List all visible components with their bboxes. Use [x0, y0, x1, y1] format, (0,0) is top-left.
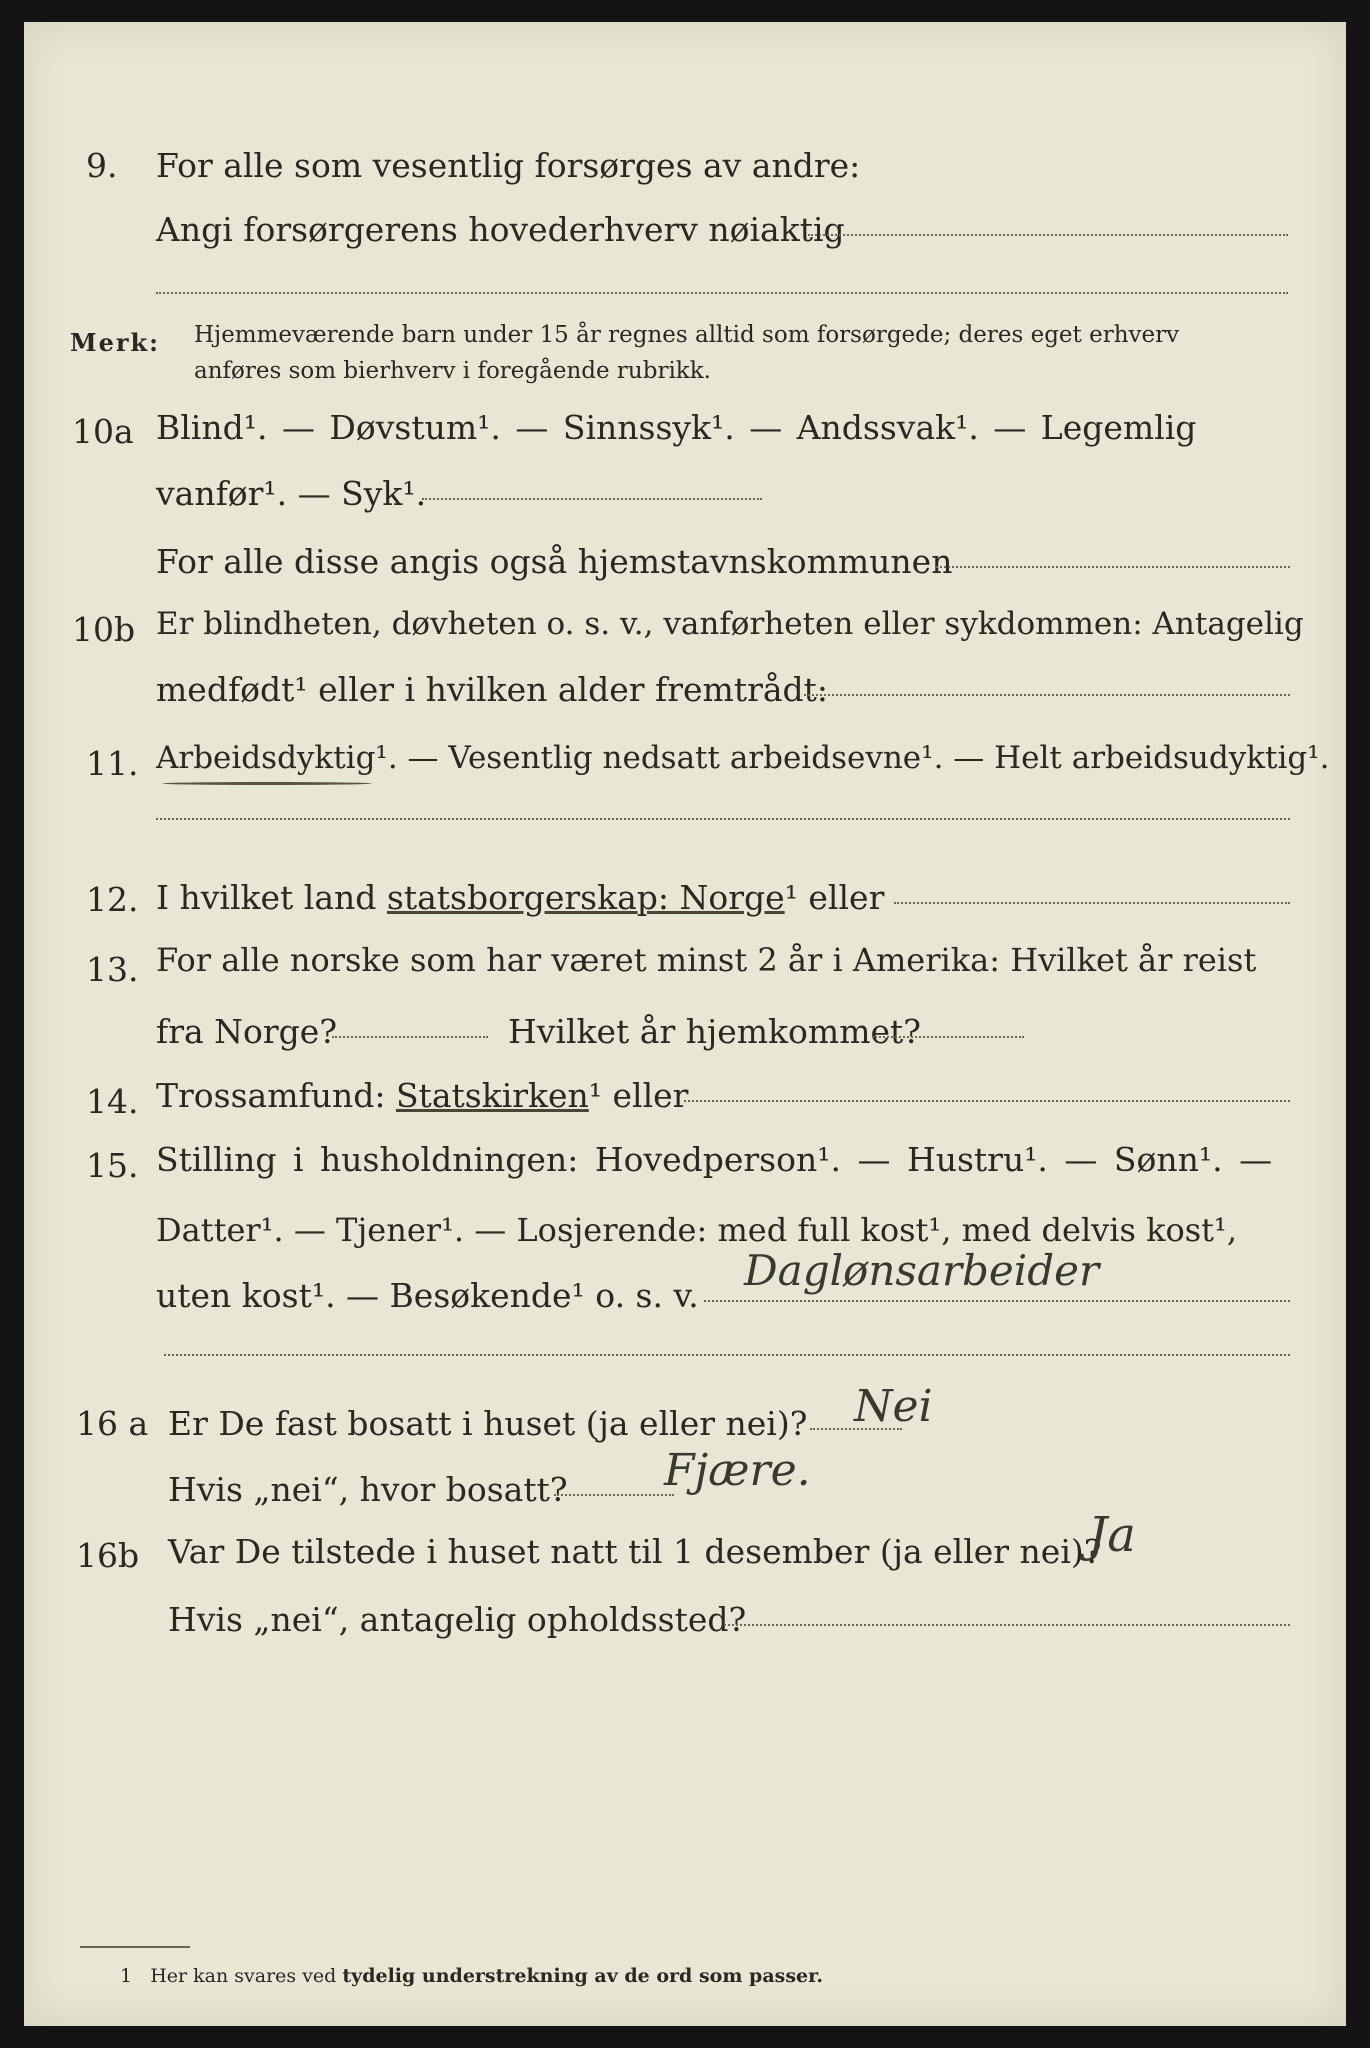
q13-reist-field[interactable] [332, 1036, 488, 1038]
footnote-text: Her kan svares ved [150, 1965, 343, 1987]
q10a-hjemstavn-field[interactable] [936, 566, 1290, 568]
merk-text-line2: anføres som bierhverv i foregående rubrikk. [194, 358, 711, 384]
footnote [120, 1964, 823, 1988]
q16b-number: 16b [76, 1536, 140, 1575]
q10a-text-line3: For alle disse angis også hjemstavnskommunen [156, 542, 953, 581]
q11-text-line1: Arbeidsdyktig¹. — Vesentlig nedsatt arbeidsevne¹. — Helt arbeidsudyktig¹. [156, 740, 1330, 776]
q16b-opholdssted-field[interactable] [724, 1624, 1290, 1626]
q13-text-line2a: fra Norge? [156, 1012, 338, 1051]
footnote-text-bold: tydelig understrekning av de ord som passer. [342, 1965, 823, 1987]
q10b-number: 10b [72, 610, 136, 649]
q16a-handwritten-answer1: Nei [854, 1381, 933, 1432]
merk-text-line1: Hjemmeværende barn under 15 år regnes alltid som forsørgede; deres eget erhverv [194, 322, 1180, 348]
q11-number: 11. [86, 744, 139, 783]
q9-answer-field[interactable] [808, 234, 1288, 236]
q13-hjemkommet-field[interactable] [872, 1036, 1024, 1038]
footnote-mark: 1 [120, 1965, 133, 1987]
q12-underlined-answer: statsborgerskap: Norge [386, 878, 785, 917]
q12-text-part3: ¹ eller [784, 878, 885, 917]
q14-number: 14. [86, 1082, 139, 1121]
q14-text-line1 [156, 1076, 688, 1116]
q15-handwritten-answer: Daglønsarbeider [744, 1246, 1100, 1295]
q16b-handwritten-answer1: Ja [1088, 1507, 1136, 1563]
q15-text-line1: Stilling i husholdningen: Hovedperson¹. — Hustru¹. — Sønn¹. — [156, 1140, 1273, 1179]
q9-answer-field-2[interactable] [156, 292, 1288, 294]
merk-label: Merk: [70, 328, 160, 357]
q9-number: 9. [86, 146, 118, 185]
q9-text-line1: For alle som vesentlig forsørges av andre: [156, 146, 861, 185]
q13-text-line2b: Hvilket år hjemkommet? [508, 1012, 921, 1051]
q10b-text-line2: medfødt¹ eller i hvilken alder fremtrådt: [156, 670, 829, 709]
q11-underline-mark [162, 782, 372, 785]
q12-text-part1: I hvilket land [156, 878, 387, 917]
q16a-text-line1: Er De fast bosatt i huset (ja eller nei)? [168, 1404, 808, 1443]
q16a-hvor-field[interactable] [554, 1494, 674, 1496]
q14-underlined-answer: Statskirken [395, 1076, 589, 1115]
q10a-syk-field[interactable] [422, 498, 762, 500]
q15-number: 15. [86, 1146, 139, 1185]
q13-number: 13. [86, 950, 139, 989]
q14-answer-field[interactable] [684, 1100, 1290, 1102]
q16a-handwritten-answer2: Fjære. [664, 1445, 811, 1496]
census-form-page [24, 22, 1346, 2026]
q10b-text-line1: Er blindheten, døvheten o. s. v., vanførheten eller sykdommen: Antagelig [156, 606, 1304, 642]
q15-text-line2: Datter¹. — Tjener¹. — Losjerende: med full kost¹, med delvis kost¹, [156, 1211, 1238, 1249]
q9-text-line2: Angi forsørgerens hovederhverv nøiaktig [156, 210, 845, 249]
q12-number: 12. [86, 880, 139, 919]
q16b-text-line1: Var De tilstede i huset natt til 1 desember (ja eller nei)? [168, 1532, 1102, 1571]
q14-text-part1: Trossamfund: [156, 1076, 396, 1115]
footnote-rule [80, 1946, 190, 1948]
q16a-text-line2: Hvis „nei“, hvor bosatt? [168, 1470, 568, 1509]
q10b-alder-field[interactable] [804, 694, 1290, 696]
q16b-text-line2: Hvis „nei“, antagelig opholdssted? [168, 1600, 747, 1639]
q10a-text-line2: vanfør¹. — Syk¹. [156, 474, 427, 513]
q16a-number: 16 a [76, 1404, 149, 1443]
q10a-number: 10a [72, 412, 134, 451]
q10a-text-line1: Blind¹. — Døvstum¹. — Sinnssyk¹. — Andssvak¹. — Legemlig [156, 408, 1197, 447]
q15-answer-field[interactable] [704, 1300, 1290, 1302]
q13-text-line1: For alle norske som har været minst 2 år i Amerika: Hvilket år reist [156, 941, 1257, 979]
q14-text-part3: ¹ eller [588, 1076, 689, 1115]
q15-answer-field-2[interactable] [164, 1354, 1290, 1356]
q11-answer-field[interactable] [156, 818, 1290, 820]
q12-answer-field[interactable] [894, 902, 1290, 904]
q12-text-line1 [156, 878, 884, 918]
q15-text-line3: uten kost¹. — Besøkende¹ o. s. v. [156, 1276, 699, 1315]
